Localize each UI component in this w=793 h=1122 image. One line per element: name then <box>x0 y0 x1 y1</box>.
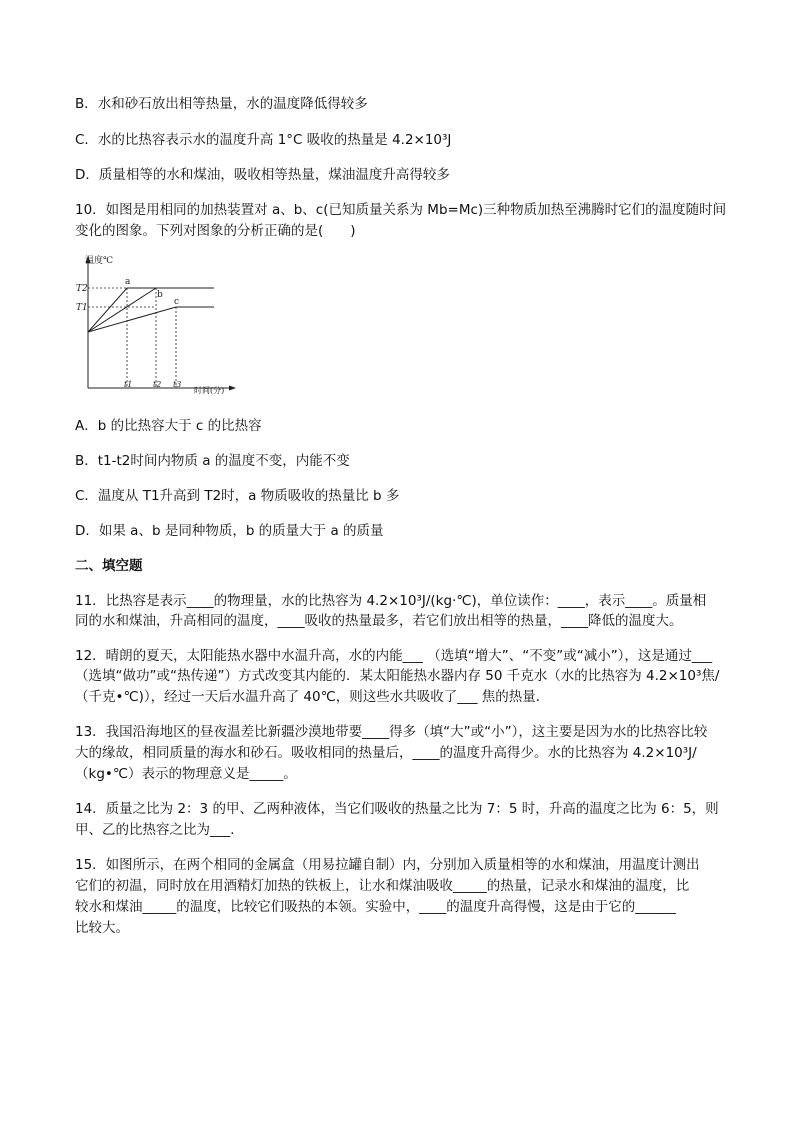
question-15-line2: 它们的初温，同时放在用酒精灯加热的铁板上，让水和煤油吸收_____的热量，记录水和煤油的温度，比 <box>75 878 690 894</box>
option-9d: D．质量相等的水和煤油，吸收相等热量，煤油温度升高得较多 <box>75 167 450 183</box>
question-12-line3: （千克•℃)），经过一天后水温升高了 40℃，则这些水共吸收了___ 焦的热量． <box>75 689 550 705</box>
question-10-stem-cont: 变化的图象。下列对图象的分析正确的是( ) <box>75 223 356 239</box>
question-13-line3: （kg•℃）表示的物理意义是_____。 <box>75 766 297 782</box>
tick-T2: T2 <box>76 284 88 294</box>
curve-b-line <box>88 288 156 332</box>
section-header-fill-blank: 二、填空题 <box>75 558 143 574</box>
option-10b: B．t1-t2时间内物质 a 的温度不变，内能不变 <box>75 453 350 469</box>
question-13-line2: 大的缘故，相同质量的海水和砂石。吸收相同的热量后，____的温度升高得少。水的比热容为 4.2×10³J/ <box>75 745 697 761</box>
option-9c: C．水的比热容表示水的温度升高 1°C 吸收的热量是 4.2×10³J <box>75 132 452 148</box>
label-b: b <box>157 290 163 300</box>
option-10c: C．温度从 T1升高到 T2时，a 物质吸收的热量比 b 多 <box>75 488 400 504</box>
question-15-line4: 比较大。 <box>75 920 129 936</box>
question-15-line1: 15．如图所示，在两个相同的金属盒（用易拉罐自制）内，分别加入质量相等的水和煤油，用温度计测出 <box>75 857 700 873</box>
option-10d: D．如果 a、b 是同种物质，b 的质量大于 a 的质量 <box>75 523 384 539</box>
question-12-line1: 12．晴朗的夏天，太阳能热水器中水温升高，水的内能___ （选填“增大”、“不变”或“减小”），这是通过___ <box>75 648 713 664</box>
tick-t1: t1 <box>124 380 133 389</box>
question-11-line2: 同的水和煤油，升高相同的温度，____吸收的热量最多，若它们放出相等的热量，____降低的温度大。 <box>75 613 683 629</box>
tick-T1: T1 <box>76 303 88 313</box>
tick-t3: t3 <box>173 380 182 389</box>
question-14-line1: 14．质量之比为 2：3 的甲、乙两种液体，当它们吸收的热量之比为 7：5 时，升高的温度之比为 6：5，则 <box>75 801 719 817</box>
x-axis-label: 时间(分) <box>194 386 225 395</box>
x-axis-arrow <box>229 386 236 391</box>
question-12-line2: （选填“做功”或“热传递”）方式改变其内能的．某太阳能热水器内存 50 千克水（水的比热容为 4.2×10³焦/ <box>75 668 720 684</box>
option-9b: B．水和砂石放出相等热量，水的温度降低得较多 <box>75 96 368 112</box>
question-11-line1: 11．比热容是表示____的物理量，水的比热容为 4.2×10³J/(kg·℃)，单位读作：____，表示____。质量相 <box>75 593 707 609</box>
option-10a: A．b 的比热容大于 c 的比热容 <box>75 418 262 434</box>
tick-t2: t2 <box>153 380 162 389</box>
y-axis-label: 温度℃ <box>85 256 114 266</box>
question-10-stem: 10．如图是用相同的加热装置对 a、b、c(已知质量关系为 Mb=Mc)三种物质加热至沸腾时它们的温度随时间 <box>75 202 727 218</box>
question-13-line1: 13．我国沿海地区的昼夜温差比新疆沙漠地带要____得多（填“大”或“小”），这主要是因为水的比热容比较 <box>75 724 708 740</box>
question-15-line3: 较水和煤油_____的温度，比较它们吸热的本领。实验中，____的温度升高得慢，这是由于它的______ <box>75 899 676 915</box>
label-a: a <box>125 277 131 287</box>
question-14-line2: 甲、乙的比热容之比为___． <box>75 822 244 838</box>
label-c: c <box>174 297 180 307</box>
curve-a-line <box>88 288 214 332</box>
temperature-time-graph <box>72 250 252 400</box>
